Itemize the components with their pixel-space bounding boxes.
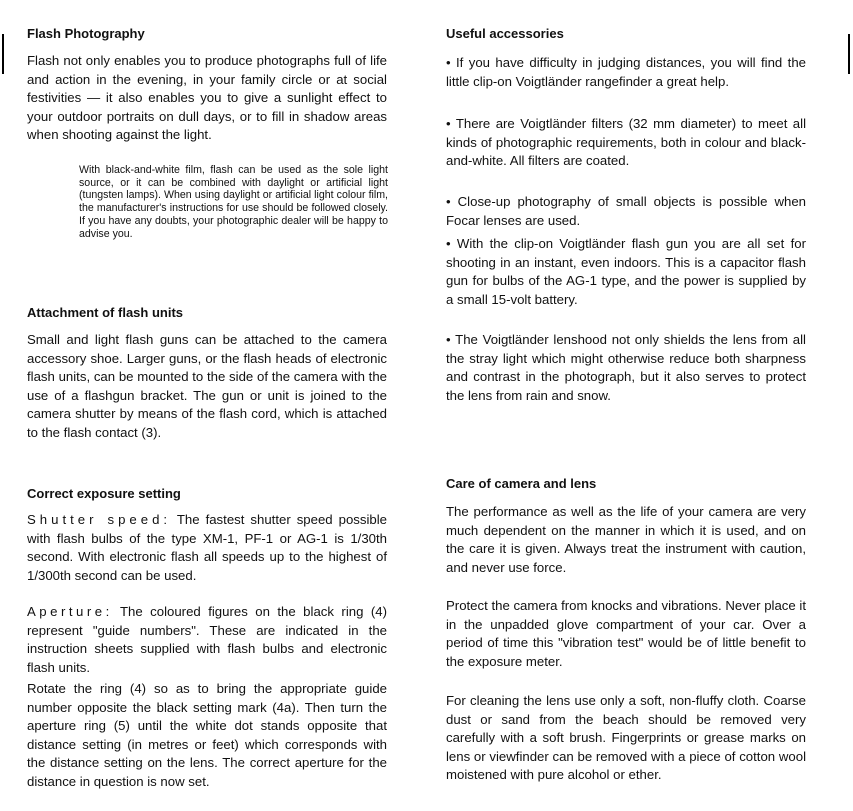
care-paragraph-2: Protect the camera from knocks and vibrations. Never place it in the unpadded glove compartment of your car. Over a period of time this "vibration test" would be of little benefit to the exposure meter. — [446, 598, 806, 669]
shutter-speed-text: The fastest shutter speed possible with flash bulbs of the type XM-1, PF-1 or AG-1 is 1/30th second. With electronic flash all speeds up to the highest of 1/300th second can be used. — [27, 512, 387, 583]
flash-photography-note: With black-and-white film, flash can be used as the sole light source, or it can be combined with daylight or artificial light (tungsten lamps). When using daylight or artificial light colour film, the manufacturer's instructions for use should be followed closely. If you have any doubts, your photographic dealer will be happy to advise you. — [79, 164, 388, 240]
exposure-heading: Correct exposure setting — [27, 486, 181, 501]
flash-photography-heading: Flash Photography — [27, 26, 145, 41]
attachment-body: Small and light flash guns can be attached to the camera accessory shoe. Larger guns, or the flash heads of electronic flash units, can be mounted to the side of the camera with the use of a flashgun bracket. The gun or unit is joined to the camera shutter by means of the flash cord, which is attached to the flash contact (3). — [27, 332, 387, 440]
care-paragraph-3: For cleaning the lens use only a soft, non-fluffy cloth. Coarse dust or sand from the beach should be removed very carefully with a soft brush. Fingerprints or grease marks on lens or viewfinder can be removed with a piece of cotton wool moistened with pure alcohol or ether. — [446, 693, 806, 783]
page-edge-mark-left — [2, 34, 4, 74]
page-edge-mark-right — [848, 34, 850, 74]
rotate-ring-paragraph: Rotate the ring (4) so as to bring the appropriate guide number opposite the black setting mark (4a). Then turn the aperture ring (5) until the white dot stands opposite that distance setting (in metres or feet) which corresponds with the distance setting on the lens. The correct aperture for the distance in question is now set. — [27, 681, 387, 789]
care-paragraph-1: The performance as well as the life of your camera are very much dependent on the manner in which it is used, and on the care it is given. Always treat the instrument with caution, and never use force. — [446, 504, 806, 575]
flash-photography-body: Flash not only enables you to produce photographs full of life and action in the evening, in your family circle or at social festivities — it also enables you to give a sunlight effect to your outdoor portraits on dull days, or to fill in shadow areas when shooting against the light. — [27, 53, 387, 143]
aperture-paragraph — [27, 603, 387, 677]
care-heading: Care of camera and lens — [446, 476, 597, 491]
attachment-heading: Attachment of flash units — [27, 305, 184, 320]
accessory-focar: • Close-up photography of small objects is possible when Focar lenses are used. — [446, 194, 806, 228]
accessory-flash-gun: • With the clip-on Voigtländer flash gun you are all set for shooting in an instant, even indoors. This is a capacitor flash gun for bulbs of the AG-1 type, and the power is supplied by a small 15-volt battery. — [446, 236, 806, 307]
shutter-speed-paragraph — [27, 511, 387, 585]
shutter-speed-label: Shutter speed: — [27, 512, 172, 527]
aperture-text: The coloured figures on the black ring (4) represent "guide numbers". These are indicated in the instruction sheets supplied with flash bulbs and electronic flash units. — [27, 604, 387, 675]
accessory-filters: • There are Voigtländer filters (32 mm diameter) to meet all kinds of photographic requirements, both in colour and black-and-white. All filters are coated. — [446, 116, 806, 169]
accessory-lenshood: • The Voigtländer lenshood not only shields the lens from all the stray light which might otherwise reduce both sharpness and contrast in the photograph, but it also serves to protect the lens from rain and snow. — [446, 332, 806, 403]
accessories-heading: Useful accessories — [446, 26, 564, 41]
accessory-rangefinder: • If you have difficulty in judging distances, you will find the little clip-on Voigtländer rangefinder a great help. — [446, 55, 806, 89]
aperture-label: Aperture: — [27, 604, 113, 619]
